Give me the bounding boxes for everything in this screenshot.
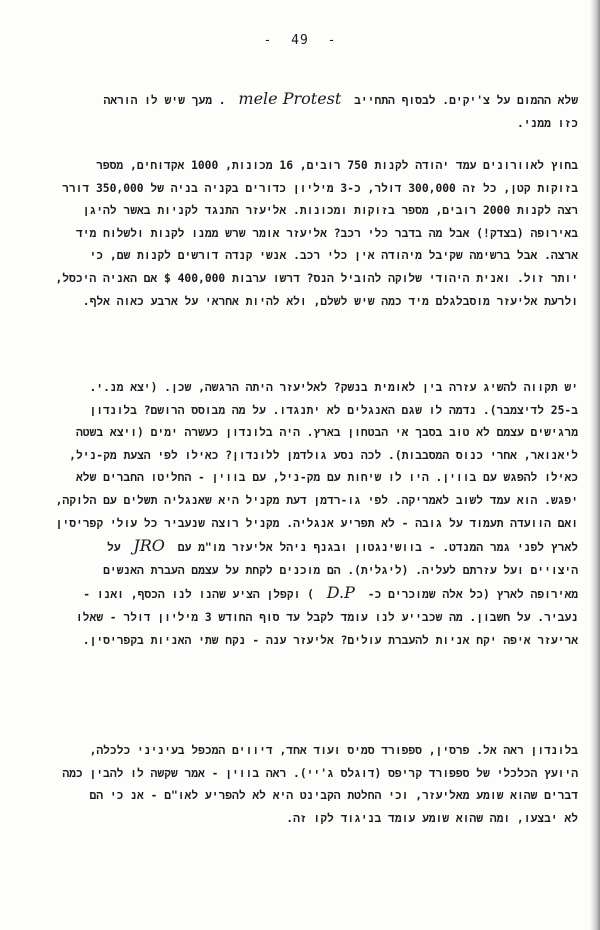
text-line: כאילו להפגש עם בווין. היו לו שיחות עם מק-ניל, עם בווין - החליטו החברים שלא	[75, 471, 578, 485]
text-line: אריעזר איפה יקח אניות להעברת עולים? אליעזר ענה - נקח שתי האניות בקפריסין.	[82, 633, 578, 647]
text-line: בזוקות קטן, כל זה 300,000 דולר, כ-3 מיליון כדורים בקניה בניה של 350,000 דורר	[62, 181, 578, 195]
text-line-part: לארץ לפני גמר המנדט. - בוושינגטון ובגנף ניהל אליעזר מו"מ עם	[177, 541, 578, 555]
text-line	[30, 535, 578, 560]
text-line: בחוץ לאוורונים עמד יהודה לקנות 750 רובים, 16 מכונות, 1000 אקדוחים, מספר	[96, 159, 578, 172]
text-line: היצויים ועל עזרתם לעליה. (ליגלית). הם מוכנים לקחת על עצמם העברת האנשים	[103, 563, 578, 577]
handwritten-jro: JRO	[133, 536, 165, 556]
text-line	[30, 88, 578, 113]
text-line: יש תקווה להשיג עזרה בין לאומית בנשק? לאליעזר היתה הרגשה, שכן. (יצא מנ.י.	[89, 381, 578, 394]
text-line: ארצה. אבל ברשימה שקיבל מיהודה אין כלי רכב. אנשי קנדה דורשים לקנות שם, כי	[89, 249, 578, 263]
page-edge-shadow	[590, 0, 600, 930]
text-line: מרגישים עצמם לא טוב בסבך אי הבטחון בארץ. היה בלונדון כעשרה ימים (ויצא בשטה	[76, 426, 578, 440]
page-number	[0, 33, 600, 48]
text-line: רצה לקנות 2000 רובים, מספר בזוקות ומכונות. אליעזר התנגד לקניות באשר להיגן	[82, 204, 578, 218]
text-line-part: ) וקפלן הציע שהנו לנו הכסף, ואנו -	[83, 588, 314, 602]
text-line: ב-25 לדיצמבר). נדמה לו שגם האנגלים לא יתנגדו. על מה מבוסס הרושם? בלונדון	[89, 403, 578, 417]
paragraph-1	[30, 88, 578, 135]
text-line: דברים שהוא שומע מאליעזר, וכי החלטת הקבינט היא לא להפריע לאו"ם - אנ כי הם	[89, 789, 578, 803]
text-line: נעביר. על חשבון. מה שכבייע לנו עומד לקבל עד סוף החודש 3 מיליון דולר - שאלו	[75, 610, 578, 624]
paragraph-4	[30, 740, 578, 830]
text-line: לא יבצעו, ומה שהוא שומע עומד בניגוד לקו זה.	[286, 811, 578, 825]
text-line-part: על	[106, 541, 121, 555]
page-number-dash-right: -	[327, 33, 337, 48]
paragraph-2	[30, 155, 578, 313]
text-line: ואם הוועדה תעמוד על גובה - לא תפריע אנגליה. מקניל רוצה שנעביר כל עולי קפריסין	[55, 516, 578, 530]
text-line: כזו ממני.	[516, 116, 578, 130]
text-line-part: מאירופה לארץ (כל אלה שמוכרים כ-	[367, 588, 578, 602]
text-line: בלונדון ראה אל. פרסין, ספפורד סמיס ועוד אחד, דיווים המכפל בעיניני כלכלה,	[89, 744, 578, 757]
text-line	[30, 582, 578, 607]
text-line: באירופה (בצדק!) אבל מה בדבר כלי רכב? אליעזר אומר שרש ממנו לקנות ולשלוח מיד	[75, 226, 578, 240]
text-line: יפגש. הוא עמד לשוב לאמריקה. לפי גו-רדמן דעת מקניל היא שאנגליה תשלים עם הלוקה,	[55, 493, 578, 507]
text-line: יותר זול. ואנית היהודי שלוקה להוביל הנס? דרשו ערבות 400,000 $ אם האניה היכסל,	[55, 271, 578, 285]
paragraph-3	[30, 377, 578, 652]
page-number-value: 49	[291, 33, 309, 48]
page-number-dash-left: -	[263, 33, 273, 48]
text-line: ליאנואר, אחרי כנוס המסבבות). לכה נסע גולדמן ללונדון? כאילו לפי הצעת מק-ניל,	[69, 448, 578, 462]
text-line: היועץ הכלכלי של ספפורד קריפס (דוגלס ג'יי). ראה בווין - אמר שקשה לו להבין כמה	[62, 766, 578, 780]
text-line-part: . מעך שיש לו הוראה	[103, 94, 226, 107]
handwritten-protest: mele Protest	[238, 89, 342, 108]
text-line-part: שלא ההמום על צ'יקים. לבסוף התחייב	[354, 94, 578, 107]
text-line: ולרעת אליעזר מוסבלגלם מיד כמה שיש לשלם, ולא להיות אחראי על ארבע כאוה אלף.	[82, 294, 578, 308]
handwritten-dp: D.P	[326, 583, 355, 603]
